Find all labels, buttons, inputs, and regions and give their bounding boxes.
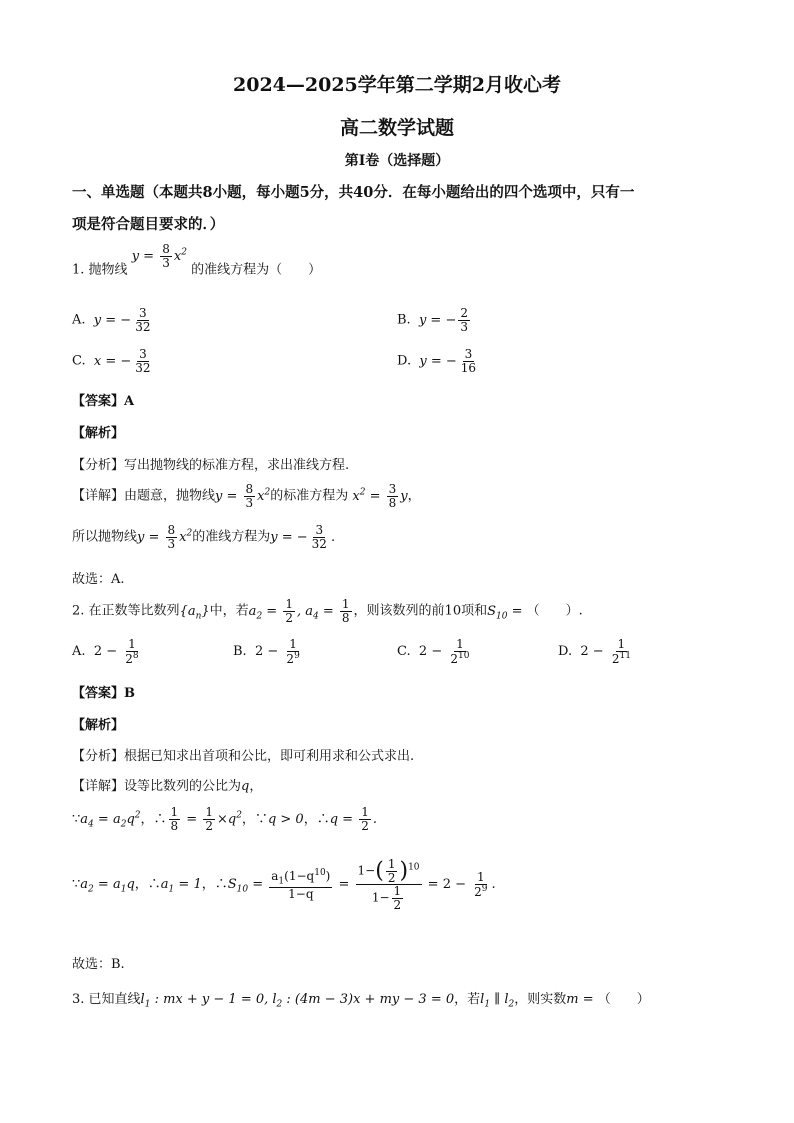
q2-option-d[interactable]: D. 2 − $\frac{1}{2^{11}}$: [558, 638, 635, 665]
q1-suoyi-formula2: y = − $\frac{3}{32}$ .: [270, 523, 336, 551]
q1-fenxi: 【分析】写出抛物线的标准方程，求出准线方程.: [72, 458, 350, 473]
q1-option-d-formula: y = − $\frac{3}{16}$: [415, 347, 477, 375]
q1-guxuan: 故选：A.: [72, 572, 125, 587]
q2-sequence: $\{a_n\}$: [179, 603, 210, 622]
q1-prefix: 1. 抛物线: [72, 262, 128, 278]
q2-option-b[interactable]: B. 2 − $\frac{1}{2^9}$: [233, 638, 304, 665]
q2-s10: $S_{10}$ =: [487, 603, 527, 622]
q2-fenxi: 【分析】根据已知求出首项和公比，即可利用求和公式求出.: [72, 749, 415, 764]
q1-xiangjie-formula2: $x^2$ = $\frac{3}{8}$ y: [348, 482, 408, 510]
q2-analysis-tag: 【解析】: [72, 718, 125, 733]
q1-suoyi: 所以抛物线y = $\frac{8}{3}$ $x^2$的准线方程为y = − $\frac{3}{32}$ .: [72, 523, 336, 551]
q2-step2-formula: $\because a_2 = a_1q$，$\therefore a_1 = 1$，$\therefore S_{10}$ = $\frac{a_1(1-q^{10})}{1-q}$ = 1−( $\frac{1}{2}$ )$^{10}$ 1− $\frac{1}{2}$ = 2 − $\frac{1}{2^9}$ .: [72, 857, 496, 912]
q2-option-b-formula: 2 − $\frac{1}{2^9}$: [254, 637, 300, 666]
q2-ratio-q: q: [241, 779, 250, 794]
exam-title: 2024—2025学年第二学期2月收心考: [233, 74, 561, 96]
q3-m: m =: [566, 992, 598, 1007]
q1-suffix: 的准线方程为（ ）: [191, 262, 322, 278]
q2-option-a[interactable]: A. 2 − $\frac{1}{2^8}$: [72, 638, 143, 665]
q2-option-d-formula: 2 − $\frac{1}{2^{11}}$: [580, 637, 631, 666]
q1-formula: y = $\frac{8}{3}$ $x^2$: [131, 242, 187, 270]
q3-lines: $l_1$ : mx + y − 1 = 0, $l_2$ : (4m − 3)x + my − 3 = 0: [140, 992, 455, 1010]
q2-step1: [72, 806, 377, 832]
q2-answer: 【答案】B: [72, 686, 135, 701]
q1-xiangjie: 【详解】由题意，抛物线y = $\frac{8}{3}$ $x^2$的标准方程为 $x^2$ = $\frac{3}{8}$ y，: [72, 482, 421, 510]
q2-option-c[interactable]: C. 2 − $\frac{1}{2^{10}}$: [397, 638, 473, 665]
q2-step2: [72, 858, 496, 911]
q2-option-c-formula: 2 − $\frac{1}{2^{10}}$: [418, 637, 470, 666]
section-heading-line1: 一、单选题（本题共8小题，每小题5分，共40分．在每小题给出的四个选项中，只有一: [72, 184, 635, 201]
section-heading-line2: 项是符合题目要求的．）: [72, 216, 225, 233]
q2-xiangjie: 【详解】设等比数列的公比为q，: [72, 779, 263, 794]
q1-stem: [72, 242, 322, 283]
q2-stem: 2. 在正数等比数列$\{a_n\}$中，若$a_2$ = $\frac{1}{2}$ , $a_4$ = $\frac{1}{8}$ ，则该数列的前10项和$S_{10}$ = （ ）.: [72, 597, 583, 625]
q1-suoyi-formula1: y = $\frac{8}{3}$ $x^2$: [137, 523, 193, 551]
q3-stem: 3. 已知直线$l_1$ : mx + y − 1 = 0, $l_2$ : (4m − 3)x + my − 3 = 0，若$l_1$ ∥ $l_2$，则实数m = （ ）: [72, 992, 650, 1010]
volume-heading: 第I卷（选择题）: [344, 153, 450, 169]
q1-option-c-formula: x = − $\frac{3}{32}$: [89, 347, 151, 375]
q1-analysis-tag: 【解析】: [72, 426, 125, 441]
q3-parallel: $l_1$ ∥ $l_2$: [480, 992, 515, 1010]
q2-guxuan: 故选：B.: [72, 957, 125, 972]
q2-step1-formula: $\because a_4 = a_2q^2$，∴ $\frac{1}{8}$ = $\frac{1}{2}$ $\times q^2$，∵q > 0，∴q = $\frac{1}{2}$ .: [72, 805, 377, 833]
q1-option-c[interactable]: C. x = − $\frac{3}{32}$: [72, 348, 155, 374]
q1-answer: 【答案】A: [72, 394, 135, 409]
q1-option-b-formula: y = − $\frac{2}{3}$: [414, 306, 468, 334]
q1-option-b[interactable]: B. y = − $\frac{2}{3}$: [397, 307, 472, 333]
q2-condition: $a_2$ = $\frac{1}{2}$ , $a_4$ = $\frac{1}{8}$: [248, 597, 350, 625]
exam-subtitle: 高二数学试题: [339, 117, 454, 139]
q1-option-a[interactable]: A. y = − $\frac{3}{32}$: [72, 307, 154, 333]
q1-xiangjie-formula1: y = $\frac{8}{3}$ $x^2$: [215, 482, 271, 510]
q2-option-a-formula: 2 − $\frac{1}{2^8}$: [93, 637, 139, 666]
q1-option-a-formula: y = − $\frac{3}{32}$: [89, 306, 151, 334]
q1-option-d[interactable]: D. y = − $\frac{3}{16}$: [397, 348, 480, 374]
